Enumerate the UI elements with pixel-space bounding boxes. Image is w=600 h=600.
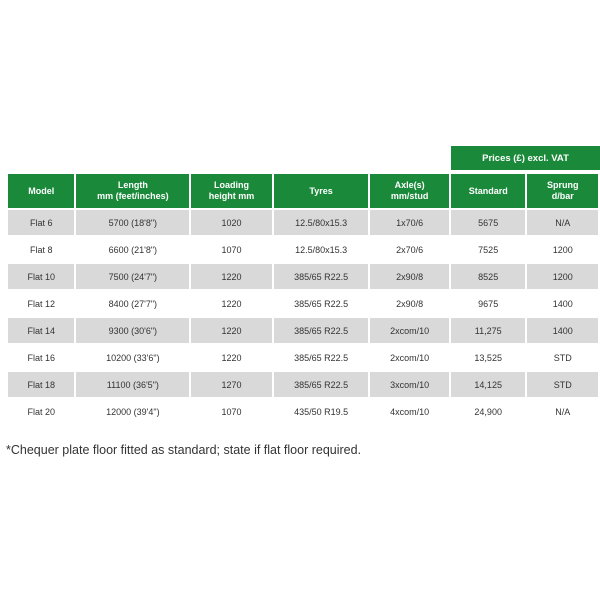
cell-sprung-price: STD bbox=[553, 352, 572, 363]
cell-axles: 2x90/8 bbox=[370, 264, 449, 289]
cell-length: 11100 (36'5") bbox=[76, 372, 189, 397]
cell-loading-height: 1220 bbox=[221, 352, 242, 363]
cell-tyres: 12.5/80x15.3 bbox=[295, 244, 348, 255]
cell-axles: 4xcom/10 bbox=[390, 406, 430, 417]
cell-model: Flat 18 bbox=[8, 372, 74, 397]
cell-model: Flat 20 bbox=[27, 406, 55, 417]
col-header-model: Model bbox=[8, 174, 74, 208]
cell-length: 10200 (33'6") bbox=[106, 352, 160, 363]
col-header-length: Length mm (feet/inches) bbox=[76, 174, 189, 208]
col-header-sprung: Sprung d/bar bbox=[527, 174, 598, 208]
cell-standard-price: 24,900 bbox=[474, 406, 502, 417]
cell-loading-height: 1220 bbox=[221, 298, 242, 309]
cell-loading-height: 1270 bbox=[191, 372, 272, 397]
cell-axles: 2xcom/10 bbox=[390, 352, 430, 363]
cell-axles: 3xcom/10 bbox=[370, 372, 449, 397]
col-header-tyres: Tyres bbox=[274, 174, 369, 208]
table-row bbox=[8, 372, 598, 397]
table-row bbox=[8, 345, 598, 370]
cell-length: 6600 (21'8") bbox=[108, 244, 158, 255]
table-row bbox=[8, 291, 598, 316]
cell-tyres: 385/65 R22.5 bbox=[294, 298, 349, 309]
cell-tyres: 12.5/80x15.3 bbox=[274, 210, 369, 235]
cell-loading-height: 1070 bbox=[221, 244, 242, 255]
cell-length: 12000 (39'4") bbox=[106, 406, 160, 417]
cell-loading-height: 1070 bbox=[221, 406, 242, 417]
table-row bbox=[8, 210, 598, 235]
cell-standard-price: 9675 bbox=[478, 298, 499, 309]
cell-model: Flat 16 bbox=[27, 352, 55, 363]
cell-sprung-price: 1400 bbox=[552, 298, 573, 309]
cell-standard-price: 5675 bbox=[451, 210, 526, 235]
table-row bbox=[8, 318, 598, 343]
cell-axles: 1x70/6 bbox=[370, 210, 449, 235]
cell-standard-price: 11,275 bbox=[451, 318, 526, 343]
cell-tyres: 385/65 R22.5 bbox=[294, 352, 349, 363]
cell-model: Flat 12 bbox=[27, 298, 55, 309]
prices-group-header: Prices (£) excl. VAT bbox=[451, 146, 600, 170]
cell-tyres: 385/65 R22.5 bbox=[274, 264, 369, 289]
table-row bbox=[8, 264, 598, 289]
cell-tyres: 385/65 R22.5 bbox=[274, 372, 369, 397]
cell-loading-height: 1020 bbox=[191, 210, 272, 235]
cell-sprung-price: N/A bbox=[527, 210, 598, 235]
col-header-axles: Axle(s) mm/stud bbox=[370, 174, 449, 208]
cell-model: Flat 6 bbox=[8, 210, 74, 235]
cell-sprung-price: 1200 bbox=[527, 264, 598, 289]
cell-axles: 2x90/8 bbox=[396, 298, 424, 309]
col-header-standard: Standard bbox=[451, 174, 526, 208]
spec-table bbox=[6, 172, 600, 426]
cell-sprung-price: STD bbox=[527, 372, 598, 397]
cell-axles: 2xcom/10 bbox=[370, 318, 449, 343]
cell-loading-height: 1220 bbox=[191, 264, 272, 289]
cell-loading-height: 1220 bbox=[191, 318, 272, 343]
cell-tyres: 435/50 R19.5 bbox=[294, 406, 349, 417]
cell-sprung-price: 1200 bbox=[552, 244, 573, 255]
cell-tyres: 385/65 R22.5 bbox=[274, 318, 369, 343]
footnote: *Chequer plate floor fitted as standard; state if flat floor required. bbox=[6, 443, 362, 457]
cell-model: Flat 8 bbox=[29, 244, 53, 255]
cell-standard-price: 14,125 bbox=[451, 372, 526, 397]
cell-length: 8400 (27'7") bbox=[108, 298, 158, 309]
table-row bbox=[8, 237, 598, 262]
cell-model: Flat 10 bbox=[8, 264, 74, 289]
cell-length: 5700 (18'8") bbox=[76, 210, 189, 235]
cell-standard-price: 8525 bbox=[451, 264, 526, 289]
cell-sprung-price: 1400 bbox=[527, 318, 598, 343]
cell-length: 9300 (30'6") bbox=[76, 318, 189, 343]
header-row bbox=[8, 174, 598, 208]
cell-standard-price: 7525 bbox=[478, 244, 499, 255]
cell-standard-price: 13,525 bbox=[474, 352, 502, 363]
cell-model: Flat 14 bbox=[8, 318, 74, 343]
cell-axles: 2x70/6 bbox=[396, 244, 424, 255]
table-row bbox=[8, 399, 598, 424]
cell-sprung-price: N/A bbox=[555, 406, 571, 417]
col-header-loading-height: Loading height mm bbox=[191, 174, 272, 208]
cell-length: 7500 (24'7") bbox=[76, 264, 189, 289]
